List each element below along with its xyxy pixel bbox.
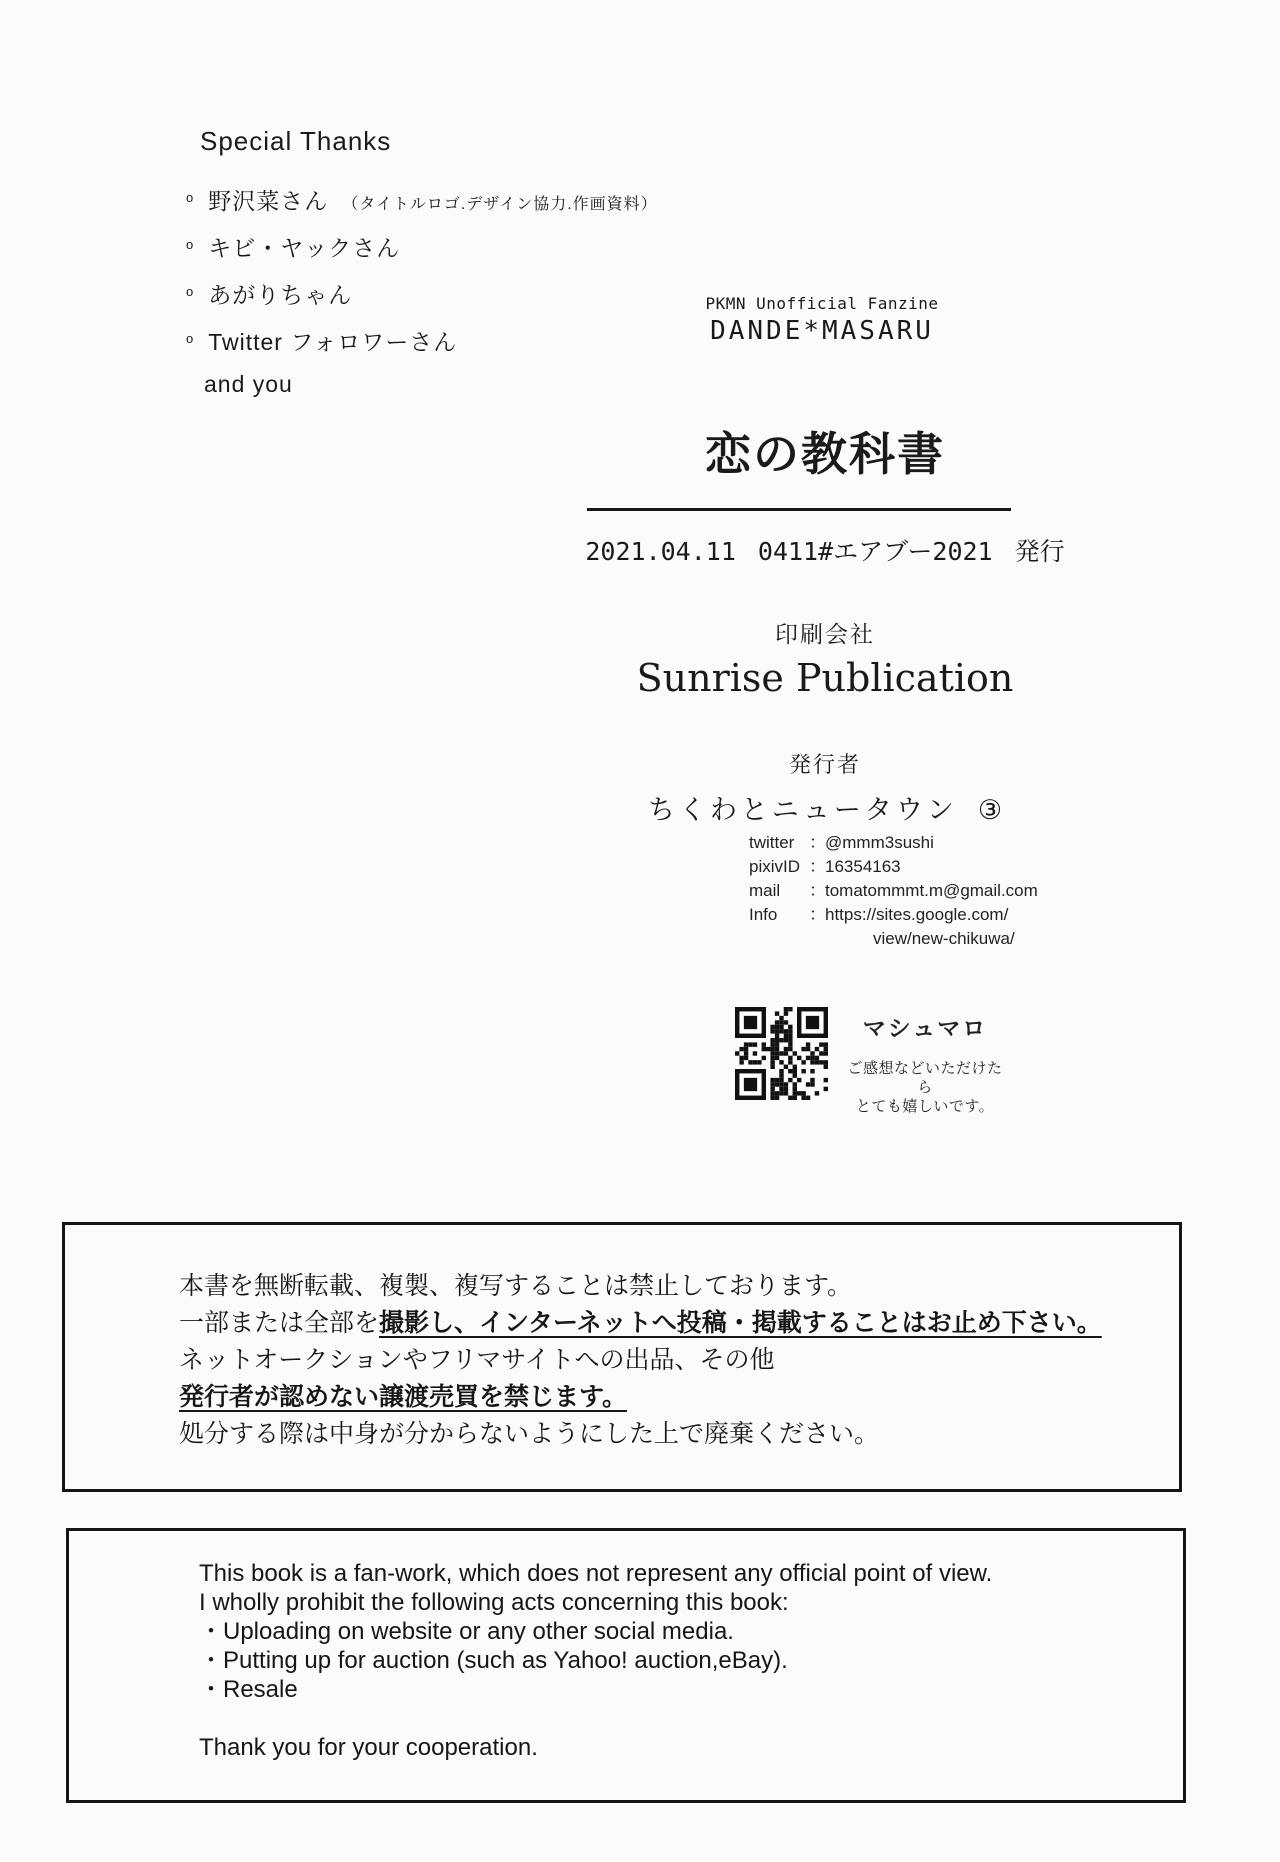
book-title: 恋の教科書 xyxy=(705,427,945,481)
circle-name: ちくわとニュータウン xyxy=(647,795,958,826)
event-hashtag: 0411#エアブー2021 xyxy=(757,537,993,566)
publication-date-line xyxy=(480,532,1170,568)
notice-closing: Thank you for your cooperation. xyxy=(199,1734,538,1761)
contact-row xyxy=(749,831,1038,855)
published-label: 発行 xyxy=(1014,537,1065,566)
thanks-name: あがりちゃん xyxy=(208,282,353,308)
notice-box-japanese xyxy=(62,1222,1182,1492)
contact-row xyxy=(749,879,1038,903)
title-divider xyxy=(587,508,1011,511)
publication-date: 2021.04.11 xyxy=(585,537,736,566)
special-thanks-title: Special Thanks xyxy=(200,126,392,156)
marshmallow-line: とても嬉しいです。 xyxy=(855,1098,995,1115)
list-item xyxy=(186,230,658,263)
fanzine-pairing: DANDE*MASARU xyxy=(710,316,934,346)
colon: ： xyxy=(809,881,826,900)
marshmallow-line: ご感想などいただけたら xyxy=(847,1060,1003,1096)
marshmallow-title: マシュマロ xyxy=(862,1015,988,1041)
printer-label: 印刷会社 xyxy=(775,622,875,648)
notice-line: This book is a fan-work, which does not represent any official point of view. xyxy=(199,1560,993,1587)
notice-line: 処分する際は中身が分からないようにした上で廃棄ください。 xyxy=(179,1419,880,1448)
publisher-label: 発行者 xyxy=(788,753,861,778)
contact-value-wrap: view/new-chikuwa/ xyxy=(873,929,1015,948)
notice-line xyxy=(179,1304,1153,1341)
thanks-closing: and you xyxy=(204,371,293,397)
contact-row xyxy=(749,903,1038,927)
list-item xyxy=(186,324,658,357)
contact-list xyxy=(749,831,1038,951)
bullet-icon: o xyxy=(186,190,195,205)
notice-line: I wholly prohibit the following acts concerning this book: xyxy=(199,1589,789,1616)
colon: ： xyxy=(809,833,826,852)
contact-label: Info xyxy=(749,905,778,924)
contact-label: pixivID xyxy=(749,857,801,876)
list-item xyxy=(186,183,658,216)
publisher-block xyxy=(480,748,1170,827)
thanks-name: キビ・ヤックさん xyxy=(208,235,401,261)
marshmallow-message xyxy=(840,1059,1010,1116)
notice-text: 一部または全部を xyxy=(179,1308,380,1337)
bullet-icon: o xyxy=(186,284,195,299)
bullet-icon: o xyxy=(186,237,195,252)
notice-line: ネットオークションやフリマサイトへの出品、その他 xyxy=(179,1345,775,1374)
fanzine-subtitle: PKMN Unofficial Fanzine xyxy=(705,294,939,313)
colon: ： xyxy=(809,905,826,924)
printer-block xyxy=(480,616,1170,700)
marshmallow-block xyxy=(840,1010,1010,1116)
publisher-name xyxy=(480,788,1170,827)
special-thanks-block xyxy=(186,126,658,398)
list-item xyxy=(186,277,658,310)
bullet-icon: o xyxy=(186,331,195,346)
notice-line xyxy=(179,1378,1153,1415)
fanzine-label-block xyxy=(696,294,948,346)
notice-line: 本書を無断転載、複製、複写することは禁止しております。 xyxy=(179,1271,853,1300)
printer-name: Sunrise Publication xyxy=(636,656,1014,700)
thanks-name: 野沢菜さん xyxy=(208,188,329,214)
contact-label: twitter xyxy=(749,833,795,852)
contact-value: @mmm3sushi xyxy=(825,833,934,852)
notice-bullet: ・Uploading on website or any other social media. xyxy=(199,1618,734,1645)
contact-value: 16354163 xyxy=(825,857,901,876)
thanks-name: Twitter フォロワーさん xyxy=(208,329,458,355)
colon: ： xyxy=(809,857,826,876)
edition-number: ③ xyxy=(977,795,1003,826)
contact-label: mail xyxy=(749,881,781,900)
notice-bullet: ・Putting up for auction (such as Yahoo! auction,eBay). xyxy=(199,1647,788,1674)
notice-text-underlined: 発行者が認めない譲渡売買を禁じます。 xyxy=(179,1382,628,1411)
contact-row xyxy=(749,855,1038,879)
notice-text-underlined: 撮影し、インターネットへ投稿・掲載することはお止め下さい。 xyxy=(379,1308,1102,1337)
contact-value: https://sites.google.com/ xyxy=(825,905,1009,924)
thanks-note: （タイトルロゴ.デザイン協力.作画資料） xyxy=(342,196,658,213)
contact-value: tomatommmt.m@gmail.com xyxy=(825,881,1038,900)
qr-code xyxy=(735,1007,828,1100)
notice-box-english xyxy=(66,1528,1186,1803)
notice-bullet: ・Resale xyxy=(199,1676,298,1703)
